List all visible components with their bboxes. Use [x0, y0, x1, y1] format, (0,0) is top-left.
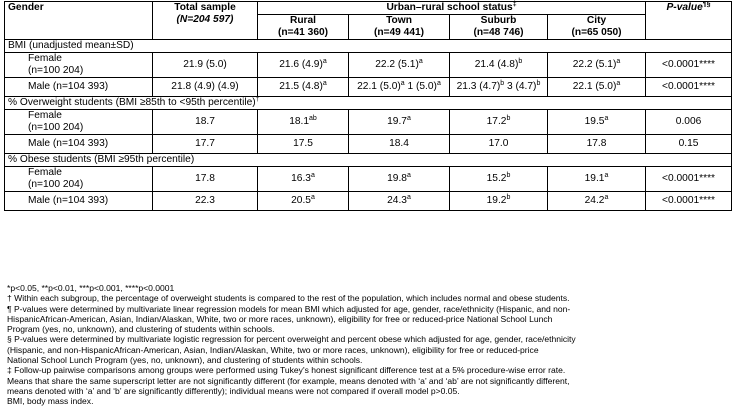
row-gender: Male (n=104 393) — [5, 78, 153, 97]
cell-pvalue: 0.15 — [646, 135, 732, 154]
cell-suburb — [450, 167, 548, 192]
cell-total: 22.3 — [153, 192, 258, 211]
cell-city — [548, 167, 646, 192]
section-title-row — [5, 97, 732, 110]
cell-value: 19.1 — [584, 173, 605, 184]
header-city — [548, 15, 646, 40]
cell-value: 18.1 — [289, 116, 310, 127]
row-gender — [5, 167, 153, 192]
cell-sup: a — [400, 80, 405, 87]
row-gender-n: (n=100 204) — [28, 65, 84, 76]
cell-town — [349, 192, 450, 211]
cell-total: 21.8 (4.9) (4.9) — [153, 78, 258, 97]
header-town — [349, 15, 450, 40]
cell-suburb — [450, 53, 548, 78]
cell-rural — [258, 167, 349, 192]
cell-rural — [258, 53, 349, 78]
cell-sup: a — [310, 172, 315, 179]
section-title: % Obese students (BMI ≥95th percentile) — [5, 154, 732, 167]
cell-sup: b — [536, 80, 541, 87]
cell-city — [548, 53, 646, 78]
footnote-pilcrow-1: ¶ P-values were determined by multivariate linear regression models for mean BMI which adjusted for age, gender, race/ethnicity (Hispanic, and non- — [7, 303, 571, 314]
table-row — [5, 53, 732, 78]
header-urban-rural — [258, 2, 646, 15]
header-total-n: (N=204 597) — [176, 14, 234, 25]
cell-value-overlap: 3 (4.7) — [504, 81, 537, 92]
row-gender — [5, 53, 153, 78]
cell-suburb — [450, 110, 548, 135]
row-gender-n: (n=100 204) — [28, 179, 84, 190]
cell-city: 17.8 — [548, 135, 646, 154]
footnote-section-1: § P-values were determined by multivariate logistic regression for percent overweight and percent obese which adjusted for age, gender, race/ethnicity — [7, 334, 576, 345]
cell-sup: a — [406, 115, 411, 122]
table-row — [5, 110, 732, 135]
cell-value: 22.2 (5.1) — [375, 59, 419, 70]
footnote-section-3: National School Lunch Program (yes, no, unknown), and clustering of students within schools. — [7, 355, 363, 366]
cell-total: 18.7 — [153, 110, 258, 135]
footnote-double-dagger-2: Means that share the same superscript letter are not significantly different (for example, means denoted with ‘a’ and ‘ab’ are not significantly different, — [7, 375, 570, 386]
cell-sup: ab — [309, 115, 317, 122]
cell-sup: b — [506, 194, 511, 201]
cell-pvalue: <0.0001**** — [646, 192, 732, 211]
cell-pvalue: 0.006 — [646, 110, 732, 135]
row-gender-n: (n=100 204) — [28, 122, 84, 133]
header-pvalue — [646, 2, 732, 40]
cell-total: 21.9 (5.0) — [153, 53, 258, 78]
footnote-pilcrow-2: HispanicAfrican-American, Asian, Indian/Alaskan, White, two or more races, unknown), eligibility for free or reduced-price National School Lunch — [7, 313, 553, 324]
cell-value: 21.3 (4.7) — [456, 81, 501, 92]
cell-city — [548, 78, 646, 97]
cell-city — [548, 110, 646, 135]
cell-sup: b — [518, 58, 523, 65]
cell-value: 24.2 — [584, 195, 605, 206]
header-town-n: (n=49 441) — [373, 27, 425, 38]
cell-sup: a — [322, 58, 327, 65]
cell-sup: a — [616, 80, 621, 87]
results-table-container — [4, 1, 731, 211]
cell-town — [349, 53, 450, 78]
cell-value: 17.2 — [486, 116, 507, 127]
header-total-title: Total sample — [174, 2, 236, 13]
footnote-dagger: † Within each subgroup, the percentage of overweight students is compared to the rest of the population, which includes normal and obese students. — [7, 293, 570, 304]
table-header-row — [5, 2, 732, 15]
cell-rural — [258, 110, 349, 135]
header-suburb-label: Suburb — [480, 15, 517, 26]
row-gender: Male (n=104 393) — [5, 135, 153, 154]
row-gender — [5, 110, 153, 135]
footnote-significance: *p<0.05, **p<0.01, ***p<0.001, ****p<0.0001 — [7, 283, 175, 293]
cell-rural — [258, 78, 349, 97]
cell-value: 24.3 — [387, 195, 407, 206]
bmi-results-table — [4, 1, 732, 211]
header-rural — [258, 15, 349, 40]
footnote-section-2: (Hispanic, and non-HispanicAfrican-American, Asian, Indian/Alaskan, White, two or more races, unknown), eligibility for free or reduced-price — [7, 344, 539, 355]
cell-suburb: 17.0 — [450, 135, 548, 154]
section-title — [5, 97, 732, 110]
cell-pvalue: <0.0001**** — [646, 53, 732, 78]
header-suburb — [450, 15, 548, 40]
cell-value: 20.5 — [291, 195, 311, 206]
cell-value: 21.4 (4.8) — [474, 59, 519, 70]
cell-value: 21.6 (4.9) — [279, 59, 323, 70]
header-urban-rural-label: Urban–rural school status — [386, 2, 513, 13]
cell-sup: a — [604, 172, 609, 179]
cell-sup: a — [418, 58, 423, 65]
cell-value: 19.5 — [584, 116, 605, 127]
header-pvalue-label: P-value — [666, 2, 703, 13]
cell-town: 18.4 — [349, 135, 450, 154]
table-footnotes — [7, 283, 729, 407]
row-gender-label: Female — [28, 110, 62, 121]
header-total-sample — [153, 2, 258, 40]
footnote-double-dagger-1: ‡ Follow-up pairwise comparisons among groups were performed using Tukey's honest significant difference test at a 5% procedure-wise error rate. — [7, 365, 566, 376]
cell-sup: a — [616, 58, 621, 65]
cell-pvalue: <0.0001**** — [646, 78, 732, 97]
table-row — [5, 135, 732, 154]
header-suburb-n: (n=48 746) — [473, 27, 524, 38]
header-city-n: (n=65 050) — [571, 27, 622, 38]
footnote-pilcrow-3: Program (yes, no, unknown), and clustering of students within schools. — [7, 324, 275, 335]
cell-sup: a — [310, 194, 315, 201]
cell-value: 21.5 (4.8) — [279, 81, 323, 92]
row-gender-label: Female — [28, 167, 62, 178]
cell-pvalue: <0.0001**** — [646, 167, 732, 192]
cell-sup: a — [406, 194, 411, 201]
cell-value: 22.1 (5.0) — [572, 81, 617, 92]
cell-sup: a — [322, 80, 327, 87]
cell-value-overlap: 1 (5.0) — [404, 81, 437, 92]
header-rural-label: Rural — [289, 15, 317, 26]
header-city-label: City — [586, 15, 607, 26]
row-gender: Male (n=104 393) — [5, 192, 153, 211]
cell-town — [349, 78, 450, 97]
section-title-sup: † — [255, 96, 260, 103]
cell-value: 15.2 — [486, 173, 507, 184]
cell-sup: b — [506, 172, 511, 179]
footnote-double-dagger-3: means denoted with ‘a’ and ‘b’ are significantly differently); individual means were not compared if overall model p>0.05. — [7, 385, 460, 396]
table-row — [5, 78, 732, 97]
cell-value: 19.7 — [387, 116, 407, 127]
cell-value: 22.1 (5.0) — [357, 81, 401, 92]
cell-total: 17.7 — [153, 135, 258, 154]
cell-rural: 17.5 — [258, 135, 349, 154]
cell-sup: b — [506, 115, 511, 122]
cell-sup: a — [436, 80, 441, 87]
cell-value: 19.2 — [486, 195, 507, 206]
header-urban-rural-sup: ‡ — [512, 1, 517, 8]
cell-suburb — [450, 78, 548, 97]
cell-sup: a — [604, 115, 609, 122]
cell-suburb — [450, 192, 548, 211]
cell-sup: a — [406, 172, 411, 179]
cell-value: 22.2 (5.1) — [572, 59, 617, 70]
cell-sup: a — [604, 194, 609, 201]
cell-rural — [258, 192, 349, 211]
section-title: BMI (unadjusted mean±SD) — [5, 40, 732, 53]
cell-value: 16.3 — [291, 173, 311, 184]
cell-value: 19.8 — [387, 173, 407, 184]
header-town-label: Town — [386, 15, 412, 26]
cell-town — [349, 110, 450, 135]
header-pvalue-sup: ¶§ — [702, 1, 711, 8]
footnote-abbreviation: BMI, body mass index. — [7, 396, 94, 407]
header-gender: Gender — [5, 2, 153, 40]
section-title-row — [5, 154, 732, 167]
section-title-row — [5, 40, 732, 53]
table-row — [5, 167, 732, 192]
cell-city — [548, 192, 646, 211]
table-row — [5, 192, 732, 211]
cell-town — [349, 167, 450, 192]
cell-sup: b — [500, 80, 505, 87]
cell-total: 17.8 — [153, 167, 258, 192]
header-rural-n: (n=41 360) — [277, 27, 329, 38]
row-gender-label: Female — [28, 53, 62, 64]
section-title-text: % Overweight students (BMI ≥85th to <95th percentile) — [8, 97, 256, 108]
